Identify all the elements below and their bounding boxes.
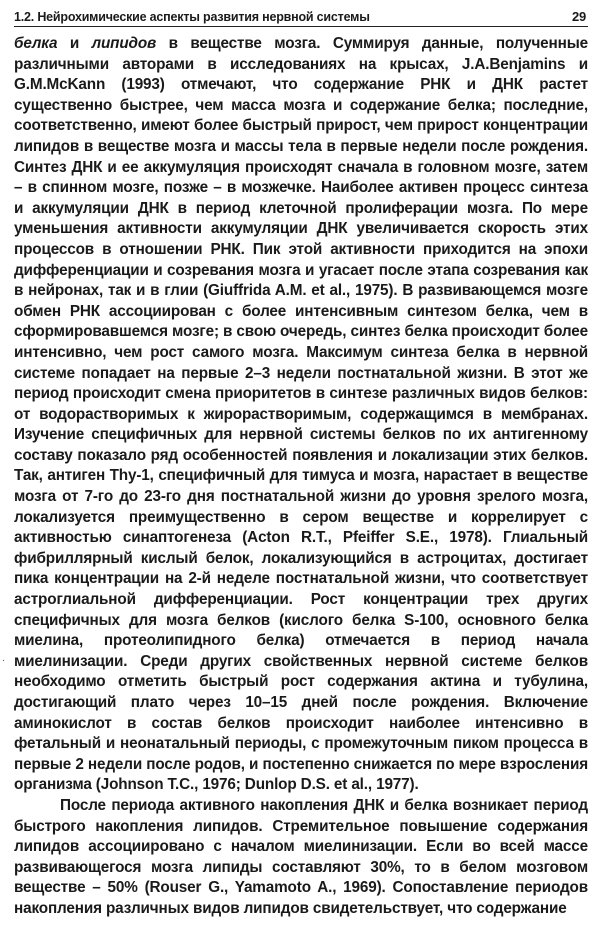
paragraph-1-text: в веществе мозга. Суммируя данные, полученные различными авторами в исследованиях на крысах, J.A.Benjamins и G.M.McKann (1993) отмечают, что содержание РНК и ДНК растет существенно быстрее, чем масса мозга и содержание белка; последние, соответственно, имеют более быстрый прирост, чем прирост концентрации липидов в веществе мозга и массы тела в первые недели после рождения. Синтез ДНК и ее аккумуляция происходят сначала в головном мозге, затем – в спинном мозге, позже – в мозжечке. Наиболее активен процесс синтеза и аккумуляции ДНК в период клеточной пролиферации мозга. По мере уменьшения активности аккумуляции ДНК увеличивается скорость этих процессов в отношении РНК. Пик этой активности приходится на эпохи дифференциации и созревания мозга и угасает после этапа созревания как в нейронах, так и в глии (Giuffrida A.M. et al., 1975). В развивающемся мозге обмен РНК ассоциирован с более интенсивным синтезом белка, чем в сформировавшемся мозге; в свою очередь, синтез белка происходит более интенсивно, чем рост самого мозга. Максимум синтеза белка в нервной системе попадает на первые 2–3 недели постнатальной жизни. В этот же период происходит смена приоритетов в синтезе различных видов белков: от водорастворимых к жирорастворимым, содержащимся в мембранах. Изучение специфичных для нервной системы белков по их антигенному составу показало ряд особенностей появления и локализации этих белков. Так, антиген Thy-1, специфичный для тимуса и мозга, нарастает в веществе мозга от 7-го до 23-го дня постнатальной жизни до уровня зрелого мозга, локализуется преимущественно в сером веществе и коррелирует с активностью синаптогенеза (Acton R.T., Pfeiffer S.E., 1978). Глиальный фибриллярный кислый белок, локализующийся в астроцитах, достигает пика концентрации на 2-й неделе постнатальной жизни, что соответствует астроглиальной дифференциации. Рост концентрации трех других специфичных для мозга белков (кислого белка S-100, основного белка миелина, протеолипидного белка) отмечается в период начала миелинизации. Среди других свойственных нервной системе белков необходимо отметить быстрый рост содержания актина и тубулина, достигающий плато через 10–15 дней после рождения. Включение аминокислот в состав белков происходит наиболее интенсивно в фетальный и неонатальный периоды, с промежуточным пиком процесса в первые 2 недели после родов, и постепенно снижается по мере взросления организма (Johnson T.C., 1976; Dunlop D.S. et al., 1977). bbox=[14, 35, 588, 794]
page-number: 29 bbox=[571, 9, 586, 24]
italic-term-protein: белка bbox=[14, 35, 58, 52]
paragraph-1 bbox=[14, 34, 588, 796]
margin-dot: · bbox=[2, 655, 6, 666]
paragraph-2-text: После периода активного накопления ДНК и белка возникает период быстрого накопления липидов. Стремительное повышение содержания липидов ассоциировано с началом миелинизации. Если во всей массе развивающегося мозга липиды составляют 30%, то в белом мозговом веществе – 50% (Rouser G., Yamamoto A., 1969). Сопоставление периодов накопления различных видов липидов свидетельствует, что содержание bbox=[14, 796, 588, 917]
section-title: 1.2. Нейрохимические аспекты развития нервной системы bbox=[14, 10, 370, 24]
body-text bbox=[14, 34, 588, 920]
connector-word: и bbox=[57, 35, 92, 52]
italic-term-lipids: липидов bbox=[91, 35, 157, 52]
running-header bbox=[14, 0, 588, 27]
paragraph-2 bbox=[14, 796, 588, 920]
